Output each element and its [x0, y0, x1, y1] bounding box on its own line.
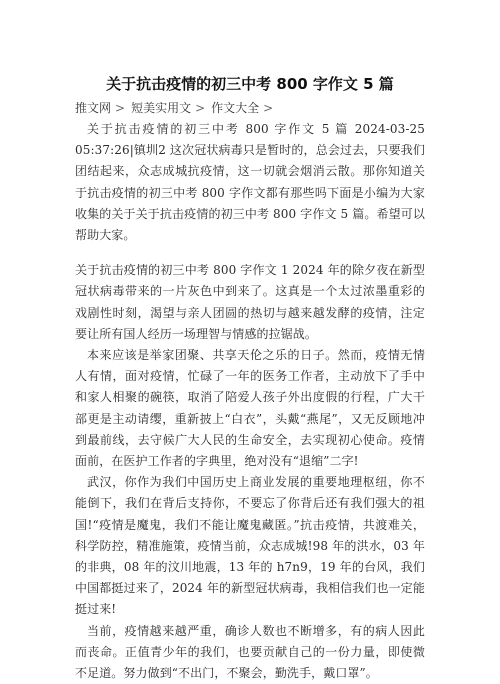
breadcrumb-separator: > — [263, 101, 274, 115]
article-paragraph: 当前，疫情越来越严重，确诊人数也不断增多，有的病人因此而丧命。正值青少年的我们，也要贡献自己的一份力量，即使微不足道。努力做到“不出门，不聚会，勤洗手，戴口罩”。 — [75, 623, 425, 681]
breadcrumb-link-home[interactable]: 推文网 — [75, 101, 112, 115]
article-paragraph: 武汉，你作为我们中国历史上商业发展的重要地理枢纽，你不能倒下，我们在背后支持你，不要忘了你背后还有我们强大的祖国!“疫情是魔鬼，我们不能让魔鬼藏匿。”抗击疫情，共渡难关，科学防控，精准施策，疫情当前，众志成城!98 年的洪水，03 年的非典，08 年的汶川地震，13 年的 h7n9，19 年的台风，我们中国都挺过来了，2024 年的新型冠状病毒，我相信我们也一定能挺过来! — [75, 475, 425, 617]
article-paragraph: 本来应该是举家团聚、共享天伦之乐的日子。然而，疫情无情人有情，面对疫情，忙碌了一年的医务工作者，主动放下了手中和家人相聚的碗筷，取消了陪爱人孩子外出度假的行程，广大干部更是主动请缨，重新披上“白衣”，头戴“燕尾”，又无反顾地冲到最前线，去守候广大人民的生命安全，去实现初心使命。疫情面前，在医护工作者的字典里，绝对没有“退缩”二字! — [75, 348, 425, 469]
article-body — [75, 119, 425, 684]
breadcrumb-link-category[interactable]: 短美实用文 — [131, 101, 192, 115]
article-intro-paragraph: 关于抗击疫情的初三中考 800 字作文 5 篇 2024-03-25 05:37:26|镇圳2 这次冠状病毒只是暂时的，总会过去，只要我们团结起来，众志成城抗疫情，这一切就会烟消云散。那你知道关于抗击疫情的初三中考 800 字作文都有那些吗下面是小编为大家收集的关于关于抗击疫情的初三中考 800 字作文 5 篇。希望可以帮助大家。 — [75, 122, 425, 243]
breadcrumb-separator: > — [195, 101, 206, 115]
breadcrumb-link-essays[interactable]: 作文大全 — [211, 101, 260, 115]
page-title: 关于抗击疫情的初三中考 800 字作文 5 篇 — [106, 75, 394, 93]
breadcrumb-separator: > — [115, 101, 126, 115]
breadcrumb — [75, 99, 480, 117]
article-paragraph: 关于抗击疫情的初三中考 800 字作文 1 2024 年的除夕夜在新型冠状病毒带来的一片灰色中到来了。这真是一个太过浓墨重彩的戏剧性时刻，渴望与亲人团圆的热切与越来越发酵的疫情，注定要让所有国人经历一场理智与情感的拉锯战。 — [75, 263, 425, 341]
